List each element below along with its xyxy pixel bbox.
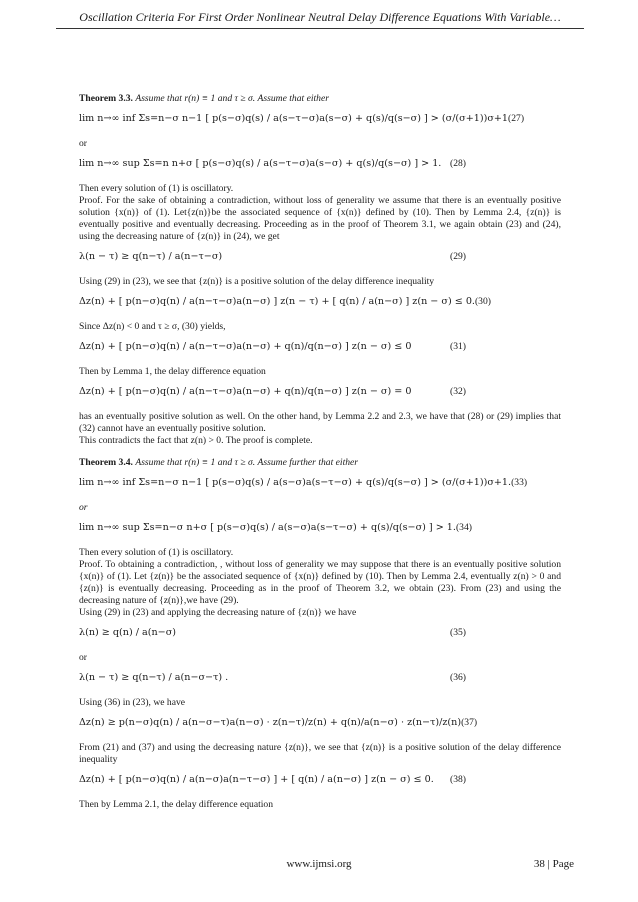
equation-38-number: (38) (450, 774, 466, 785)
equation-27-expr: lim n→∞ inf Σs=n−σ n−1 [ p(s−σ)q(s) / a(s−τ−σ)a(s−σ) + q(s)/q(s−σ) ] > (σ/(σ+1))σ+1 (79, 113, 509, 124)
equation-29-number: (29) (450, 251, 466, 262)
theorem-3-4-conclusion: Then every solution of (1) is oscillatory. (79, 547, 234, 558)
header-rule (56, 28, 584, 29)
equation-35 (79, 622, 561, 644)
page-body (79, 93, 561, 811)
equation-31-number: (31) (450, 341, 466, 352)
or-text: or (79, 652, 87, 663)
equation-34-expr: lim n→∞ sup Σs=n−σ n+σ [ p(s−σ)q(s) / a(s−σ)a(s−τ−σ) + q(s)/q(s−σ) ] > 1. (79, 522, 456, 533)
equation-32-expr: Δz(n) + [ p(n−σ)q(n) / a(n−τ−σ)a(n−σ) + q(n)/q(n−σ) ] z(n − σ) = 0 (79, 386, 412, 397)
footer-url: www.ijmsi.org (286, 858, 352, 870)
equation-33-expr: lim n→∞ inf Σs=n−σ n−1 [ p(s−σ)q(s) / a(s−σ)a(s−τ−σ) + q(s)/q(s−σ) ] > (σ/(σ+1))σ+1. (79, 477, 512, 488)
equation-27-number: (27) (508, 113, 525, 124)
equation-38 (79, 769, 561, 791)
equation-30-expr: Δz(n) + [ p(n−σ)q(n) / a(n−τ−σ)a(n−σ) ] z(n − τ) + [ q(n) / a(n−σ) ] z(n − σ) ≤ 0. (79, 296, 475, 307)
equation-35-number: (35) (450, 627, 466, 638)
equation-30 (79, 291, 561, 313)
equation-37 (79, 712, 561, 734)
paragraph-using-36: Using (36) in (23), we have (79, 697, 186, 708)
equation-34 (79, 517, 561, 539)
paragraph-lemma-1: Then by Lemma 1, the delay difference equation (79, 366, 266, 377)
or-text: or (79, 502, 88, 513)
theorem-3-4-statement (79, 457, 561, 469)
equation-29-expr: λ(n − τ) ≥ q(n−τ) / a(n−τ−σ) (79, 251, 223, 262)
page-number: 38 | Page (533, 858, 574, 870)
equation-29 (79, 246, 561, 268)
theorem-3-4-proof: Proof. To obtaining a contradiction, , without loss of generality we may suppose that there is an eventually positive solution {x(n)} of (1). Let {z(n)} be the associated sequence of {x(n)} defined by (10). Then by Lemma 2.4, eventually z(n) > 0 and {z(n)} is eventually decreasing. Proceeding as in the proof of Theorem 3.2, we obtain (23). From (23) and using the decreasing nature of {z(n)},we have (29). (79, 559, 561, 606)
equation-38-expr: Δz(n) + [ p(n−σ)q(n) / a(n−σ)a(n−τ−σ) ] + [ q(n) / a(n−σ) ] z(n − σ) ≤ 0. (79, 774, 434, 785)
theorem-3-3-proof: Proof. For the sake of obtaining a contradiction, without loss of generality we assume that there is an eventually positive solution {x(n)} of (1). Let{z(n)}be the associated sequence of {x(n)} defined by (10). Then by Lemma 2.4, {z(n)} is eventually positive and eventually decreasing. Proceeding as in the proof of Theorem 3.1, we again obtain (23) and (24), using the decreasing nature of {z(n)} in (24), we get (79, 195, 561, 242)
equation-37-expr: Δz(n) ≥ p(n−σ)q(n) / a(n−σ−τ)a(n−σ) · z(n−τ)/z(n) + q(n)/a(n−σ) · z(n−τ)/z(n) (79, 717, 462, 728)
equation-33 (79, 472, 561, 494)
equation-30-number: (30) (474, 296, 491, 307)
theorem-3-4-intro: Assume that r(n) ≡ 1 and τ ≥ σ. Assume further that either (135, 457, 359, 468)
equation-28-number: (28) (450, 158, 466, 169)
paragraph-from-21-37: From (21) and (37) and using the decreasing nature {z(n)}, we see that {z(n)} is a positive solution of the delay difference inequality (79, 742, 561, 765)
theorem-3-3-intro: Assume that r(n) ≡ 1 and τ ≥ σ. Assume that either (135, 93, 329, 104)
theorem-3-3-conclusion: Then every solution of (1) is oscillatory. (79, 183, 234, 194)
theorem-3-3-statement (79, 93, 561, 105)
paragraph-since: Since Δz(n) < 0 and τ ≥ σ, (30) yields, (79, 321, 226, 332)
paragraph-contradiction: This contradicts the fact that z(n) > 0. The proof is complete. (79, 435, 313, 446)
equation-31-expr: Δz(n) + [ p(n−σ)q(n) / a(n−τ−σ)a(n−σ) + q(n)/q(n−σ) ] z(n − σ) ≤ 0 (79, 341, 412, 352)
equation-28-expr: lim n→∞ sup Σs=n n+σ [ p(s−σ)q(s) / a(s−τ−σ)a(s−σ) + q(s)/q(s−σ) ] > 1. (79, 158, 442, 169)
equation-31 (79, 336, 561, 358)
equation-34-number: (34) (455, 522, 472, 533)
equation-35-expr: λ(n) ≥ q(n) / a(n−σ) (79, 627, 176, 638)
or-text: or (79, 138, 87, 149)
equation-27 (79, 108, 561, 130)
paragraph-lemma-2-1: Then by Lemma 2.1, the delay difference equation (79, 799, 274, 810)
theorem-3-4-label: Theorem 3.4. (79, 457, 133, 468)
equation-36-expr: λ(n − τ) ≥ q(n−τ) / a(n−σ−τ) . (79, 672, 229, 683)
paragraph-eventually-positive: has an eventually positive solution as well. On the other hand, by Lemma 2.2 and 2.3, we have that (28) or (29) implies that (32) cannot have an eventually positive solution. (79, 411, 561, 434)
equation-37-number: (37) (461, 717, 478, 728)
running-header: Oscillation Criteria For First Order Nonlinear Neutral Delay Difference Equations With Variable… (79, 10, 561, 24)
paragraph-using-29: Using (29) in (23), we see that {z(n)} is a positive solution of the delay difference inequality (79, 276, 435, 287)
equation-36-number: (36) (450, 672, 466, 683)
equation-28 (79, 153, 561, 175)
equation-36 (79, 667, 561, 689)
theorem-3-3-label: Theorem 3.3. (79, 93, 133, 104)
equation-32-number: (32) (450, 386, 466, 397)
equation-33-number: (33) (511, 477, 528, 488)
paragraph-using-29-in-23: Using (29) in (23) and applying the decreasing nature of {z(n)} we have (79, 607, 357, 618)
equation-32 (79, 381, 561, 403)
